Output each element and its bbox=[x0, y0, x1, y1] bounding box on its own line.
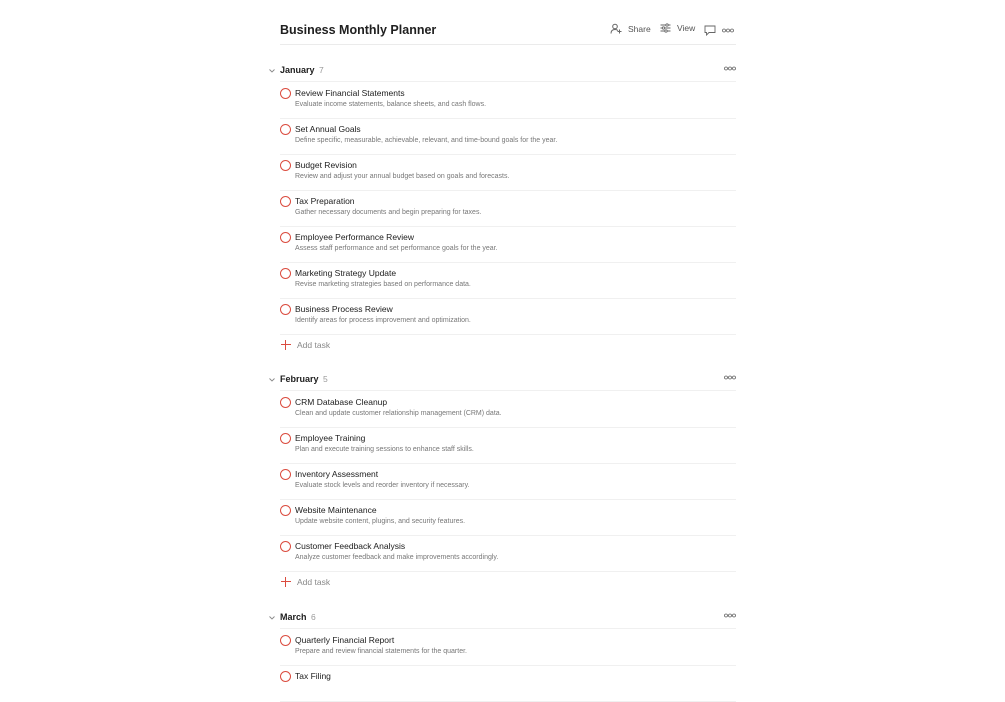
task-name: Tax Preparation bbox=[295, 196, 355, 206]
task-row[interactable] bbox=[280, 118, 736, 155]
section-header bbox=[268, 611, 736, 629]
view-label: View bbox=[677, 23, 696, 33]
section-more-icon[interactable] bbox=[724, 375, 736, 380]
chevron-down-icon[interactable] bbox=[268, 67, 276, 75]
task-name: Marketing Strategy Update bbox=[295, 268, 397, 278]
add-task-label: Add task bbox=[297, 340, 331, 350]
task-checkbox[interactable] bbox=[280, 124, 291, 135]
task-row[interactable] bbox=[280, 499, 736, 536]
add-task-label: Add task bbox=[297, 577, 331, 587]
page-title: Business Monthly Planner bbox=[280, 23, 437, 37]
project-header bbox=[280, 0, 736, 45]
share-label: Share bbox=[628, 23, 651, 34]
view-settings-icon bbox=[660, 23, 671, 33]
task-row[interactable] bbox=[280, 463, 736, 500]
task-row[interactable] bbox=[280, 427, 736, 464]
task-description: Evaluate stock levels and reorder inventory if necessary. bbox=[295, 481, 470, 489]
task-description: Define specific, measurable, achievable, relevant, and time-bound goals for the year. bbox=[295, 136, 558, 144]
section-task-count: 5 bbox=[323, 374, 328, 384]
view-button[interactable] bbox=[660, 23, 695, 33]
task-description: Revise marketing strategies based on performance data. bbox=[295, 280, 471, 288]
more-icon[interactable] bbox=[722, 28, 734, 33]
task-description: Update website content, plugins, and security features. bbox=[295, 517, 466, 525]
task-description: Identify areas for process improvement and optimization. bbox=[295, 316, 471, 324]
task-description: Plan and execute training sessions to enhance staff skills. bbox=[295, 445, 474, 453]
task-name: Business Process Review bbox=[295, 304, 393, 314]
task-checkbox[interactable] bbox=[280, 196, 291, 207]
task-row[interactable] bbox=[280, 535, 736, 572]
task-checkbox[interactable] bbox=[280, 433, 291, 444]
section-header bbox=[268, 373, 736, 391]
add-task-button[interactable] bbox=[280, 575, 330, 589]
task-row[interactable] bbox=[280, 154, 736, 191]
section-title: January bbox=[280, 65, 315, 75]
task-description: Clean and update customer relationship management (CRM) data. bbox=[295, 409, 502, 417]
task-description: Analyze customer feedback and make improvements accordingly. bbox=[295, 553, 499, 561]
task-checkbox[interactable] bbox=[280, 304, 291, 315]
section-header bbox=[268, 64, 736, 82]
task-checkbox[interactable] bbox=[280, 671, 291, 682]
add-task-button[interactable] bbox=[280, 338, 330, 352]
task-checkbox[interactable] bbox=[280, 397, 291, 408]
section-more-icon[interactable] bbox=[724, 613, 736, 618]
comment-icon[interactable] bbox=[704, 25, 716, 36]
task-name: Customer Feedback Analysis bbox=[295, 541, 406, 551]
task-name: Employee Performance Review bbox=[295, 232, 415, 242]
task-row[interactable] bbox=[280, 262, 736, 299]
task-name: Website Maintenance bbox=[295, 505, 377, 515]
plus-icon bbox=[280, 339, 292, 351]
plus-icon bbox=[280, 576, 292, 588]
task-description: Review and adjust your annual budget based on goals and forecasts. bbox=[295, 172, 510, 180]
task-name: Employee Training bbox=[295, 433, 366, 443]
section-task-count: 6 bbox=[311, 612, 316, 622]
task-row[interactable] bbox=[280, 82, 736, 119]
chevron-down-icon[interactable] bbox=[268, 376, 276, 384]
task-row[interactable] bbox=[280, 391, 736, 428]
task-row[interactable] bbox=[280, 629, 736, 666]
task-name: Set Annual Goals bbox=[295, 124, 361, 134]
task-checkbox[interactable] bbox=[280, 160, 291, 171]
section-task-count: 7 bbox=[319, 65, 324, 75]
task-row[interactable] bbox=[280, 226, 736, 263]
task-checkbox[interactable] bbox=[280, 541, 291, 552]
task-name: Inventory Assessment bbox=[295, 469, 379, 479]
task-checkbox[interactable] bbox=[280, 232, 291, 243]
task-name: CRM Database Cleanup bbox=[295, 397, 388, 407]
task-name: Review Financial Statements bbox=[295, 88, 405, 98]
section-title: February bbox=[280, 374, 319, 384]
task-row[interactable] bbox=[280, 298, 736, 335]
task-checkbox[interactable] bbox=[280, 505, 291, 516]
task-name: Budget Revision bbox=[295, 160, 357, 170]
task-name: Quarterly Financial Report bbox=[295, 635, 395, 645]
task-checkbox[interactable] bbox=[280, 635, 291, 646]
section-title: March bbox=[280, 612, 307, 622]
task-name: Tax Filing bbox=[295, 671, 331, 681]
task-description: Gather necessary documents and begin preparing for taxes. bbox=[295, 208, 482, 216]
task-checkbox[interactable] bbox=[280, 469, 291, 480]
task-description: Evaluate income statements, balance sheets, and cash flows. bbox=[295, 100, 487, 108]
share-icon bbox=[610, 23, 622, 34]
task-checkbox[interactable] bbox=[280, 268, 291, 279]
task-description: Assess staff performance and set performance goals for the year. bbox=[295, 244, 498, 252]
task-checkbox[interactable] bbox=[280, 88, 291, 99]
task-row[interactable] bbox=[280, 190, 736, 227]
task-description: Prepare and review financial statements for the quarter. bbox=[295, 647, 467, 655]
task-row[interactable] bbox=[280, 665, 736, 702]
chevron-down-icon[interactable] bbox=[268, 614, 276, 622]
share-button[interactable] bbox=[610, 23, 651, 34]
section-more-icon[interactable] bbox=[724, 66, 736, 71]
